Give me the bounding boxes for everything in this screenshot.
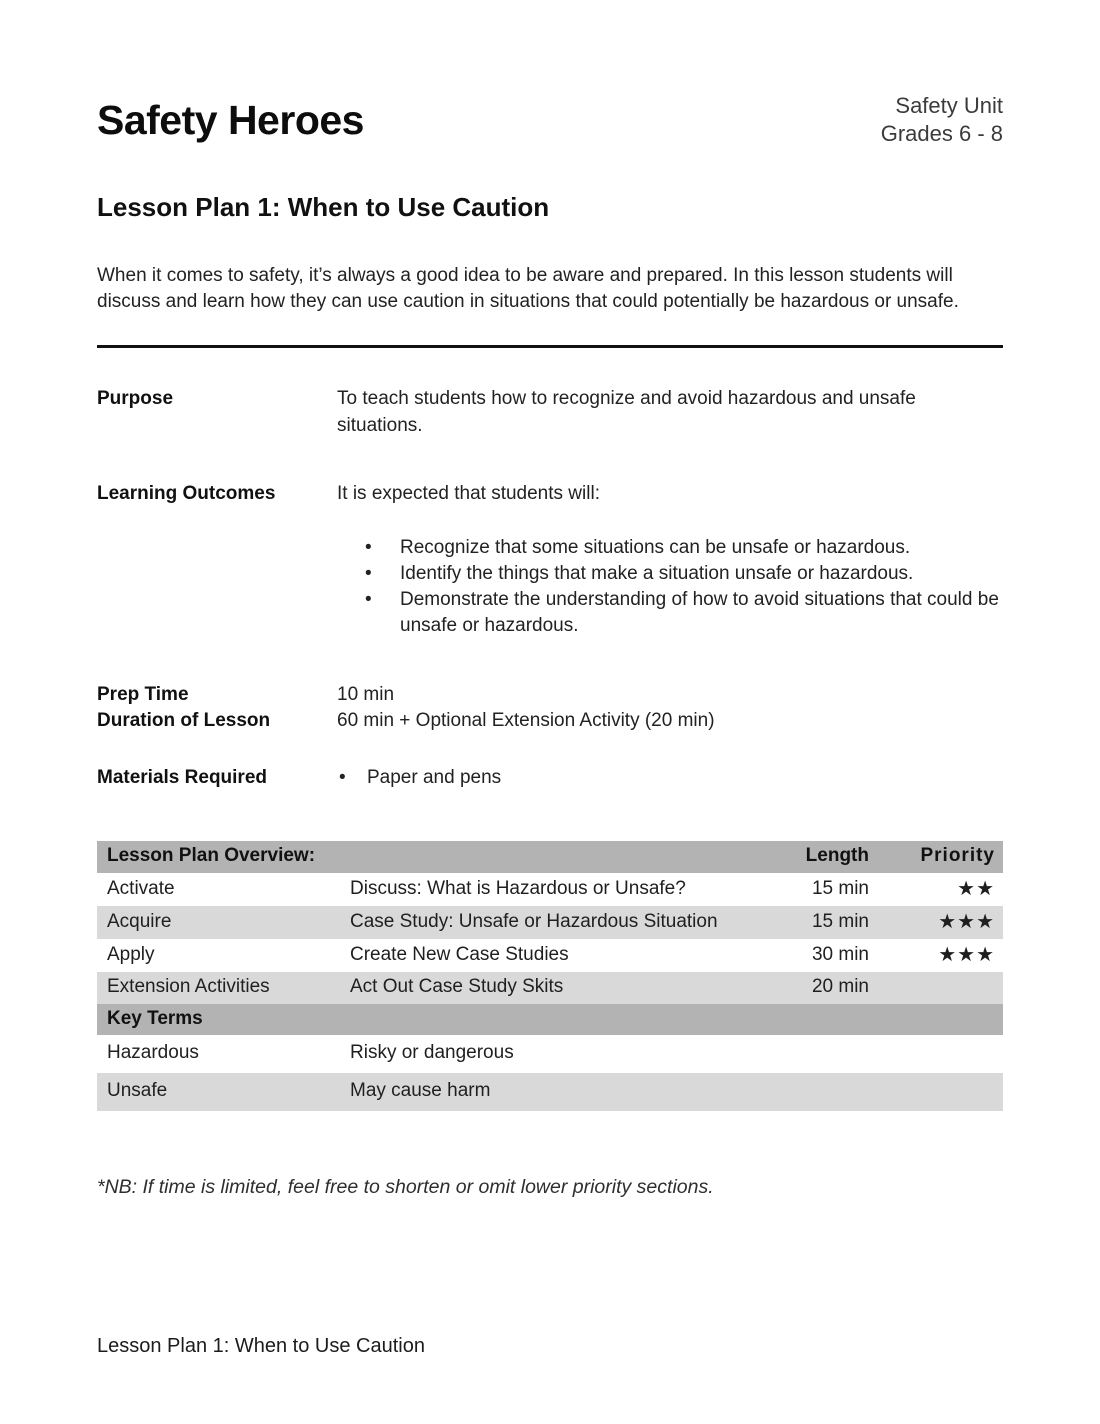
unit-label: Safety Unit — [895, 93, 1003, 118]
outcome-item: • Demonstrate the understanding of how to avoid situations that could be unsafe or hazardous. — [400, 587, 1003, 639]
nb-note: *NB: If time is limited, feel free to shorten or omit lower priority sections. — [97, 1175, 714, 1198]
section-divider — [97, 345, 1003, 348]
length-cell: 15 min — [811, 910, 869, 932]
lesson-heading: Lesson Plan 1: When to Use Caution — [97, 192, 550, 223]
outcome-item: • Recognize that some situations can be unsafe or hazardous. — [400, 535, 1003, 561]
duration-row — [97, 708, 1003, 735]
page-footer: Lesson Plan 1: When to Use Caution — [97, 1335, 425, 1357]
activity-cell: Acquire — [107, 910, 172, 932]
outcome-item: • Identify the things that make a situation unsafe or hazardous. — [400, 561, 1003, 587]
materials-row — [97, 765, 1003, 792]
lesson-plan-overview-table — [97, 841, 1003, 1110]
priority-stars: ★★★ — [938, 944, 995, 967]
prep-time-label: Prep Time — [97, 683, 189, 705]
purpose-text: To teach students how to recognize and avoid hazardous and unsafe situations. — [337, 387, 916, 436]
grades-label: Grades 6 - 8 — [880, 121, 1003, 147]
table-row — [97, 972, 1003, 1004]
duration-label: Duration of Lesson — [97, 710, 271, 732]
doc-title: Safety Heroes — [97, 97, 364, 143]
length-cell: 30 min — [811, 943, 869, 965]
term-cell: Hazardous — [107, 1042, 199, 1064]
table-row — [97, 873, 1003, 906]
learning-outcomes-row — [97, 481, 1003, 639]
description-cell: Case Study: Unsafe or Hazardous Situation — [350, 910, 718, 932]
outcome-list — [337, 535, 1003, 640]
learning-outcomes-content — [337, 481, 1003, 639]
purpose-row — [97, 386, 1003, 439]
key-terms-header-row — [97, 1004, 1003, 1036]
key-terms-label: Key Terms — [107, 1007, 203, 1029]
length-cell: 20 min — [811, 976, 869, 998]
description-cell: Act Out Case Study Skits — [350, 976, 564, 998]
lesson-intro: When it comes to safety, it’s always a good idea to be aware and prepared. In this lesson students will discuss and learn how they can use caution in situations that could potentially be hazardous or unsafe. — [97, 265, 959, 313]
materials-content — [337, 765, 1003, 792]
definition-cell: Risky or dangerous — [350, 1042, 514, 1064]
learning-outcomes-label: Learning Outcomes — [97, 483, 276, 505]
table-row — [97, 939, 1003, 972]
term-cell: Unsafe — [107, 1080, 168, 1102]
priority-stars: ★★★ — [938, 911, 995, 934]
activity-cell: Activate — [107, 877, 175, 899]
materials-list — [337, 765, 1003, 791]
description-cell: Create New Case Studies — [350, 943, 569, 965]
priority-stars: ★★ — [957, 878, 995, 901]
materials-label: Materials Required — [97, 766, 267, 788]
prep-time-value: 10 min — [337, 683, 395, 705]
table-title: Lesson Plan Overview: — [107, 845, 316, 867]
key-term-row — [97, 1035, 1003, 1073]
length-cell: 15 min — [811, 877, 869, 899]
activity-cell: Apply — [107, 943, 155, 965]
purpose-label: Purpose — [97, 387, 174, 409]
lesson-details — [97, 386, 1003, 791]
key-term-row — [97, 1073, 1003, 1111]
description-cell: Discuss: What is Hazardous or Unsafe? — [350, 877, 686, 899]
prep-time-row — [97, 682, 1003, 709]
activity-cell: Extension Activities — [107, 976, 270, 998]
definition-cell: May cause harm — [350, 1080, 491, 1102]
table-row — [97, 906, 1003, 939]
duration-value: 60 min + Optional Extension Activity (20 min) — [337, 710, 715, 732]
priority-column-header: Priority — [920, 845, 995, 867]
doc-header — [97, 93, 1003, 148]
table-header-row — [97, 841, 1003, 873]
outcomes-intro: It is expected that students will: — [337, 483, 600, 505]
length-column-header: Length — [805, 845, 869, 867]
material-item: • Paper and pens — [367, 765, 1003, 791]
unit-block — [881, 92, 1003, 148]
